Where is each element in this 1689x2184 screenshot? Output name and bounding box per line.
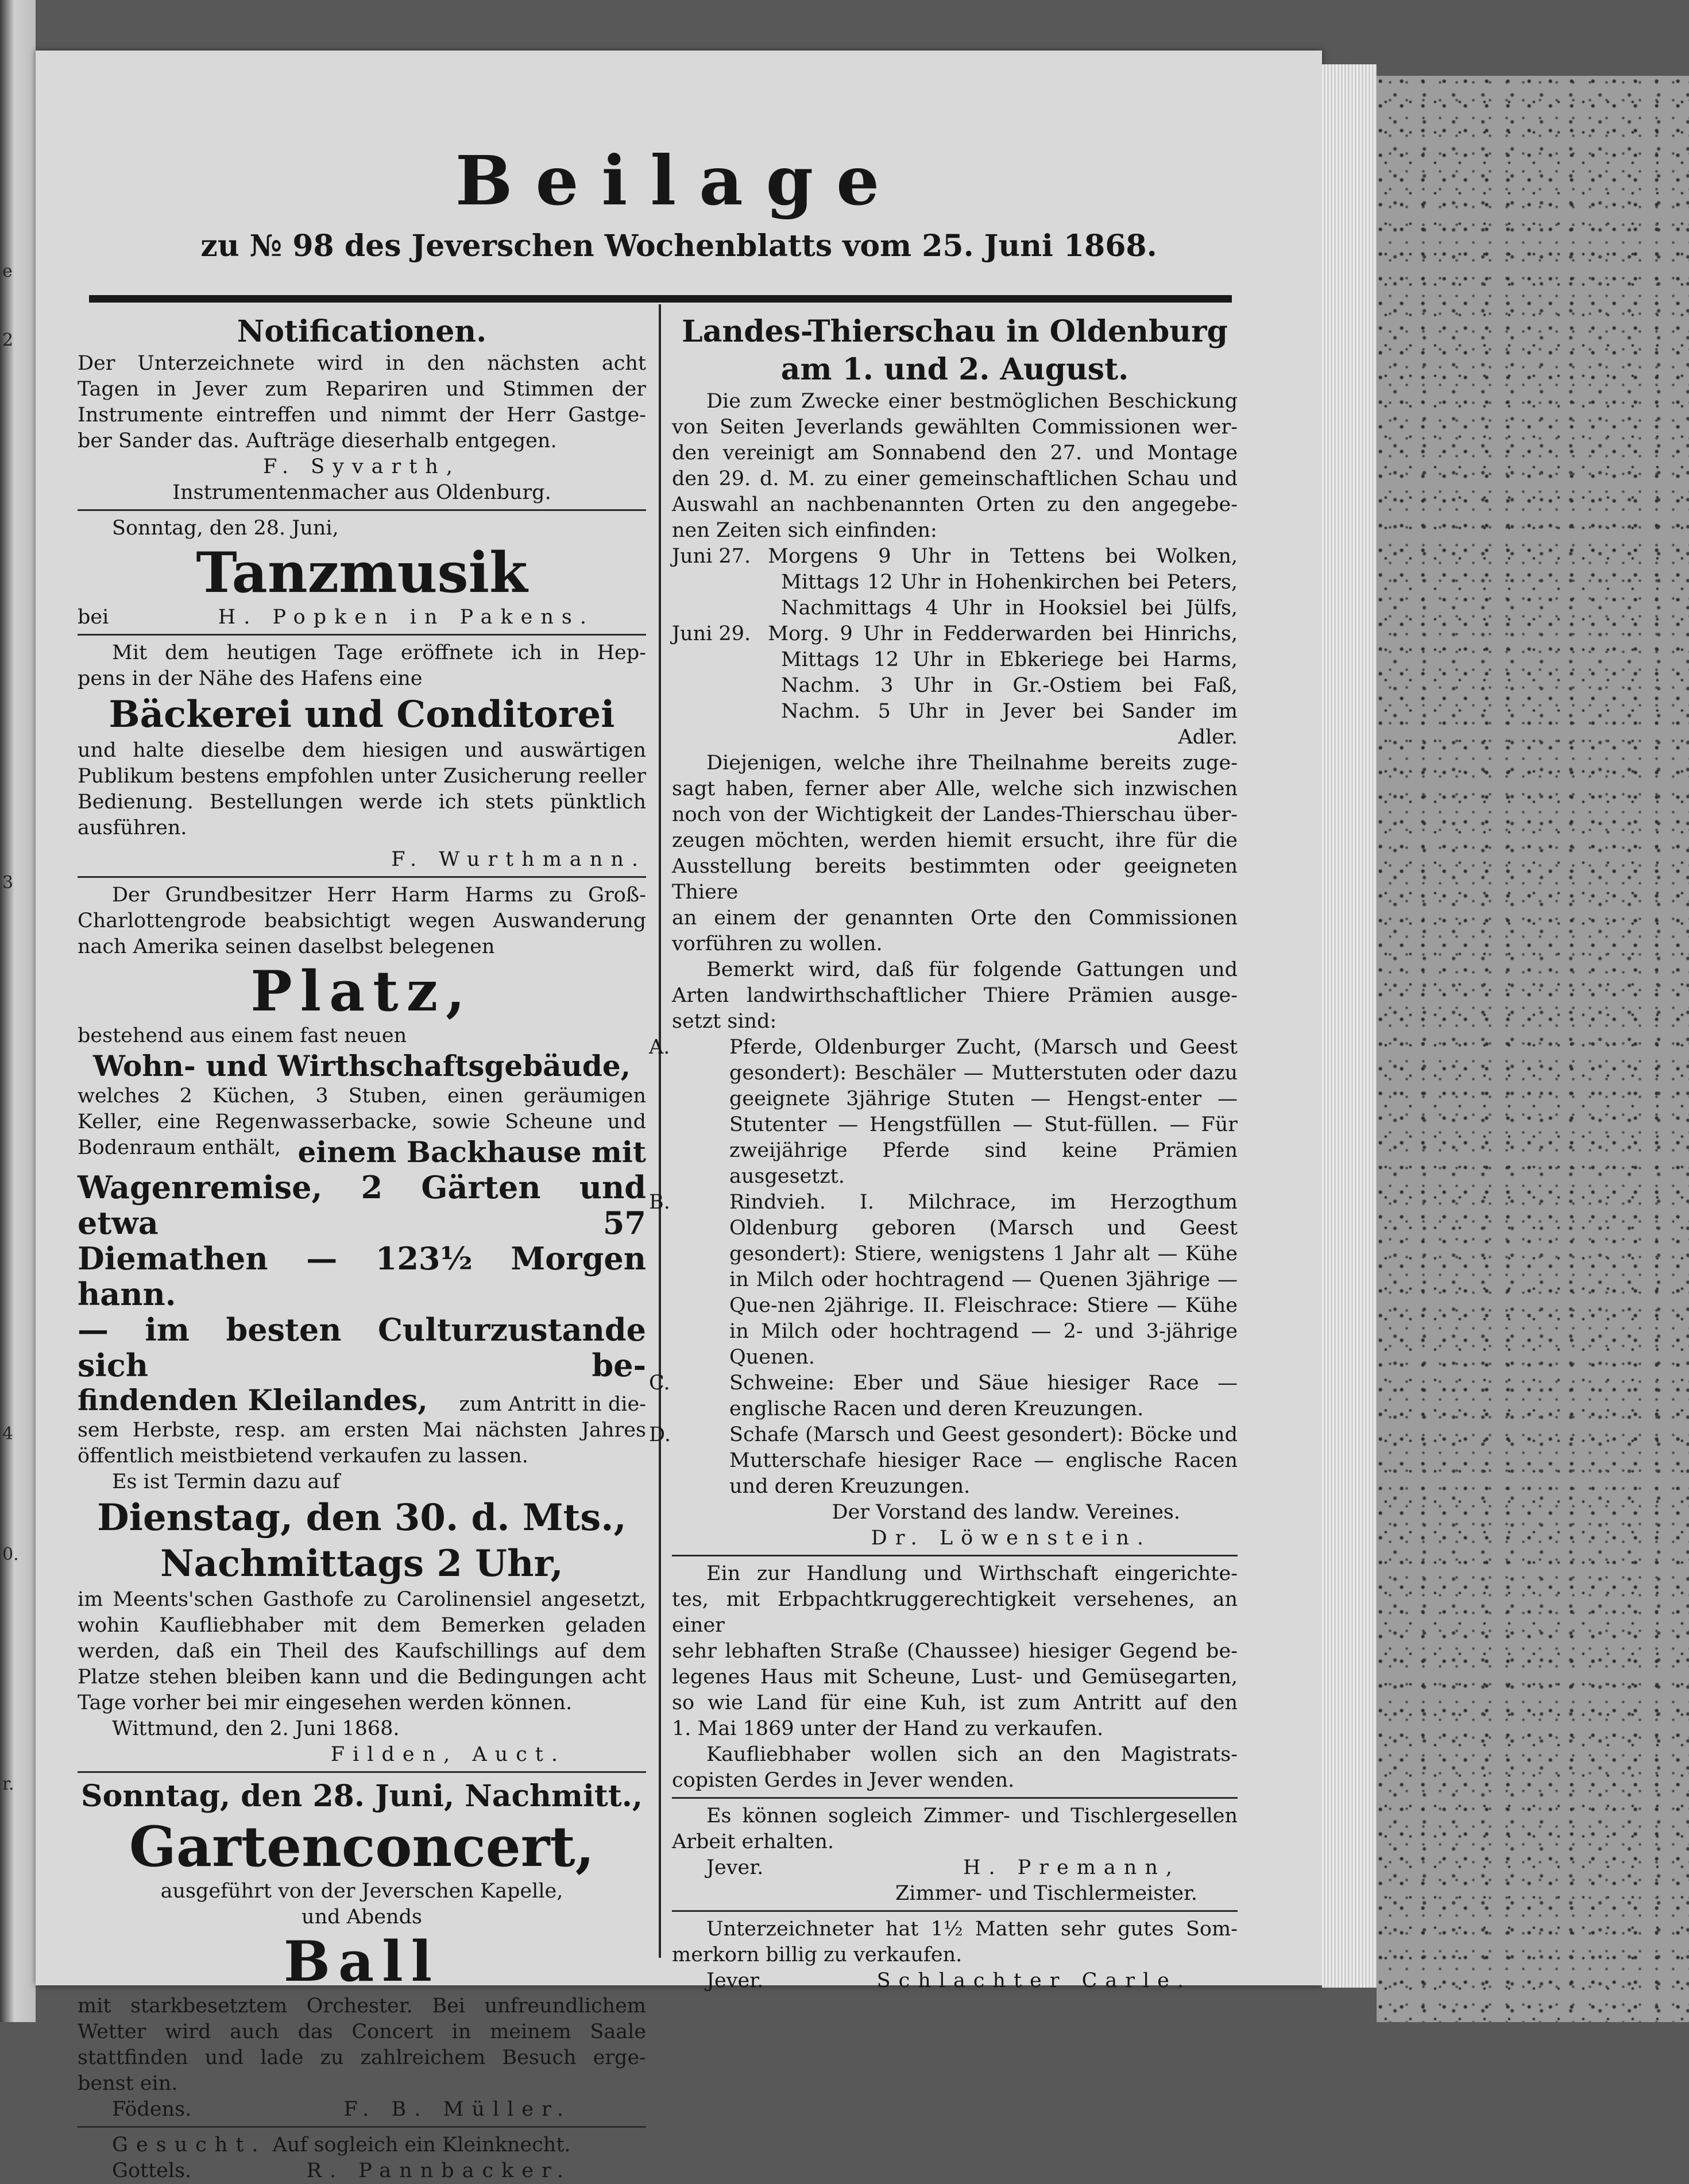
notice-line: werden, daß ein Theil des Kaufschillings auf dem xyxy=(78,1640,646,1663)
notice-place: Jever. xyxy=(706,1969,764,1992)
notice-line: öffentlich meistbietend verkaufen zu lassen. xyxy=(78,1445,528,1467)
notice-thierschau xyxy=(649,313,1238,1551)
schedule-row xyxy=(672,544,1238,570)
notice-signature: F. Syvarth, xyxy=(263,455,461,478)
notice-signature-row xyxy=(78,2158,646,2184)
notice-bold-line: — im besten Culturzustande sich be- xyxy=(78,1311,646,1384)
notice-line: Der Grundbesitzer Herr Harm Harms zu Groß- xyxy=(112,884,646,907)
premium-item-label: C. xyxy=(649,1372,670,1395)
margin-fragment: 0. xyxy=(2,1544,19,1565)
notice-tanzmusik xyxy=(78,516,646,630)
notice-heading: Bäckerei und Conditorei xyxy=(109,693,615,736)
notice-bold-text: findenden Kleilandes, xyxy=(78,1383,428,1417)
schedule-row xyxy=(672,621,1238,647)
schedule-text: Morgens 9 Uhr in Tettens bei Wolken, xyxy=(768,545,1238,568)
notice-signature-row xyxy=(672,1968,1238,1994)
notice-line: sagt haben, ferner aber Alle, welche sich inzwischen xyxy=(672,777,1238,800)
notice-line: den vereinigt am Sonnabend den 27. und Montage xyxy=(672,442,1238,464)
notice-line: bestehend aus einem fast neuen xyxy=(78,1024,407,1047)
supplement-subtitle: zu № 98 des Jeverschen Wochenblatts vom 25. Juni 1868. xyxy=(200,229,1157,264)
notice-heading: Landes-Thierschau in Oldenburg xyxy=(682,314,1228,349)
notice-line: sem Herbste, resp. am ersten Mai nächsten Jahres xyxy=(78,1419,646,1442)
notice-heading: Gartenconcert, xyxy=(129,1814,595,1879)
notice-line: Publikum bestens empfohlen unter Zusicherung reeller xyxy=(78,765,646,788)
notice-heading: Platz, xyxy=(250,959,473,1024)
notice-place: Jever. xyxy=(706,1856,764,1879)
notice-place-date: Wittmund, den 2. Juni 1868. xyxy=(112,1717,400,1740)
notice-line: Charlottengrode beabsichtigt wegen Auswanderung xyxy=(78,909,646,932)
premium-item xyxy=(649,1190,1238,1370)
notice-line: Keller, eine Regenwasserbacke, sowie Scheune und xyxy=(78,1110,646,1133)
notice-zimmer xyxy=(672,1803,1238,1907)
notice-line: Die zum Zwecke einer bestmöglichen Beschickung xyxy=(706,390,1238,413)
notice-bold-line: Diemathen — 123½ Morgen hann. xyxy=(78,1240,646,1312)
notice-place: Födens. xyxy=(112,2098,192,2121)
premium-item-text: Pferde, Oldenburger Zucht, (Marsch und Geest gesondert): Beschäler — Mutterstuten oder dazu geeignete 3jährige Stuten — Hengst-enter — Stutenter — Hengstfüllen — Stut-füllen. — Für zweijährige Pferde sind keine Prämien ausgesetzt. xyxy=(729,1036,1238,1188)
notice-line: ausführen. xyxy=(78,816,187,839)
notice-line: Unterzeichneter hat 1½ Matten sehr gutes Som- xyxy=(706,1918,1238,1941)
notice-line: legenes Haus mit Scheune, Lust- und Gemüsegarten, xyxy=(672,1666,1238,1689)
notice-line: an einem der genannten Orte den Commissionen xyxy=(672,907,1238,930)
notice-line: tes, mit Erbpachtkruggerechtigkeit versehenes, an einer xyxy=(672,1588,1238,1637)
notice-line: stattfinden und lade zu zahlreichem Besuch erge- xyxy=(78,2046,646,2069)
schedule-label: Juni 29. xyxy=(672,622,751,645)
masthead xyxy=(36,138,1322,266)
notice-line: den 29. d. M. zu einer gemeinschaftlichen Schau und xyxy=(672,467,1238,490)
notice-line: Arten landwirthschaftlicher Thiere Prämien ausge- xyxy=(672,984,1238,1007)
notice-label: Gesucht. xyxy=(112,2133,266,2156)
notice-line: Es ist Termin dazu auf xyxy=(112,1470,340,1493)
notice-line-row xyxy=(78,2132,646,2158)
left-column xyxy=(78,313,646,2184)
notice-line: Tagen in Jever zum Repariren und Stimmen der xyxy=(78,378,646,401)
notice-line: Tage vorher bei mir eingesehen werden können. xyxy=(78,1691,573,1714)
notice-line: nen Zeiten sich einfinden: xyxy=(672,519,937,542)
notice-signature-title: Instrumentenmacher aus Oldenburg. xyxy=(172,481,551,504)
notice-line: Diejenigen, welche ihre Theilnahme bereits zuge- xyxy=(706,752,1238,775)
notice-line: im Meents'schen Gasthofe zu Carolinensiel angesetzt, xyxy=(78,1588,646,1611)
margin-fragment: 2 xyxy=(2,330,14,350)
separator xyxy=(78,1771,646,1773)
notice-heading: Tanzmusik xyxy=(196,540,528,605)
notice-line: 1. Mai 1869 unter der Hand zu verkaufen. xyxy=(672,1717,1104,1740)
notice-line: mit starkbesetztem Orchester. Bei unfreundlichem xyxy=(78,1995,646,2018)
notice-line: pens in der Nähe des Hafens eine xyxy=(78,667,423,690)
notice-bold-line: Wagenremise, 2 Gärten und etwa 57 xyxy=(78,1169,646,1241)
supplement-title: Beilage xyxy=(455,141,903,220)
schedule-text: Mittags 12 Uhr in Ebkeriege bei Harms, xyxy=(781,648,1238,671)
notice-line: nach Amerika seinen daselbst belegenen xyxy=(78,935,495,958)
right-column xyxy=(649,313,1238,1994)
notice-text: Bodenraum enthält, xyxy=(78,1136,281,1159)
notice-line: Arbeit erhalten. xyxy=(672,1830,834,1853)
notice-line: Wetter wird auch das Concert in meinem Saale xyxy=(78,2020,646,2043)
speckled-book-cover xyxy=(1377,76,1689,2022)
margin-fragment: e xyxy=(2,261,13,281)
notice-signature: F. B. Müller. xyxy=(343,2098,571,2121)
notice-line: benst ein. xyxy=(78,2072,178,2095)
separator xyxy=(672,1797,1238,1799)
notice-line: und Abends xyxy=(302,1906,422,1929)
notice-line: Platze stehen bleiben kann und die Bedingungen acht xyxy=(78,1666,646,1689)
notice-line: Es können sogleich Zimmer- und Tischlergesellen xyxy=(706,1804,1238,1827)
separator xyxy=(78,876,646,878)
notice-heading: Ball xyxy=(283,1929,440,1994)
notice-signature-title: Zimmer- und Tischlermeister. xyxy=(895,1882,1197,1905)
notice-signature: R. Pannbacker. xyxy=(306,2159,571,2182)
notice-line: Auswahl an nachbenannten Orten zu den angegebe- xyxy=(672,493,1238,516)
notice-signature-row xyxy=(672,1855,1238,1881)
notice-text: bei xyxy=(78,606,109,629)
notice-mixed-line xyxy=(78,1135,646,1170)
notice-subheading: am 1. und 2. August. xyxy=(780,352,1129,387)
notice-bold-line: Wohn- und Wirthschaftsgebäude, xyxy=(92,1049,631,1083)
notice-signature: H. Popken in Pakens. xyxy=(218,606,594,629)
schedule-text: Nachm. 5 Uhr in Jever bei Sander im xyxy=(781,700,1238,723)
notice-signature: Dr. Löwenstein. xyxy=(871,1527,1151,1550)
notice-haus xyxy=(672,1561,1238,1794)
premium-item-text: Rindvieh. I. Milchrace, im Herzogthum Oldenburg geboren (Marsch und Geest gesondert): Stiere, wenigstens 1 Jahr alt — Kühe in Milch oder hochtragend — Quenen 3jährige — Que-nen 2jährige. II. Fleischrace: Stiere — Kühe in Milch oder hochtragend — 2- und 3-jährige Quenen. xyxy=(729,1191,1238,1369)
notice-line: Bemerkt wird, daß für folgende Gattungen und xyxy=(706,958,1238,981)
notice-line: Der Unterzeichnete wird in den nächsten acht xyxy=(78,352,646,375)
premium-item xyxy=(649,1035,1238,1190)
schedule-text: Nachmittags 4 Uhr in Hooksiel bei Jülfs, xyxy=(781,597,1238,619)
notice-line: Bedienung. Bestellungen werde ich stets pünktlich xyxy=(78,791,646,814)
notice-place: Gottels. xyxy=(112,2159,192,2182)
separator xyxy=(672,1555,1238,1556)
notice-time-bold: Nachmittags 2 Uhr, xyxy=(160,1542,563,1585)
notice-line: ber Sander das. Aufträge dieserhalb entgegen. xyxy=(78,429,557,452)
notice-signature-row xyxy=(78,2097,646,2123)
notice-date: Sonntag, den 28. Juni, xyxy=(112,517,339,540)
notice-line: von Seiten Jeverlands gewählten Commissionen wer- xyxy=(672,416,1238,439)
notice-notifications xyxy=(78,313,646,506)
notice-heading: Notificationen. xyxy=(237,314,487,349)
notice-line: ausgeführt von der Jeverschen Kapelle, xyxy=(160,1880,563,1903)
notice-line: Mit dem heutigen Tage eröffnete ich in Hep- xyxy=(112,641,646,664)
column-divider xyxy=(659,304,661,1958)
notice-line: Kaufliebhaber wollen sich an den Magistrats- xyxy=(706,1743,1238,1766)
schedule-text: Mittags 12 Uhr in Hohenkirchen bei Peters, xyxy=(781,571,1238,594)
premium-item xyxy=(649,1370,1238,1422)
notice-text: zum Antritt in die- xyxy=(459,1393,646,1416)
margin-fragment: 4 xyxy=(2,1424,14,1444)
page-edge-stack xyxy=(1322,64,1377,1988)
notice-line: sehr lebhaften Straße (Chaussee) hiesiger Gegend be- xyxy=(672,1640,1238,1663)
notice-sommerkorn xyxy=(672,1916,1238,1994)
notice-host-row xyxy=(78,605,646,630)
schedule-text: Morg. 9 Uhr in Fedderwarden bei Hinrichs, xyxy=(768,622,1238,645)
notice-line: und halte dieselbe dem hiesigen und auswärtigen xyxy=(78,739,646,762)
premium-item-label: B. xyxy=(649,1191,670,1214)
margin-fragment: 3 xyxy=(2,873,14,893)
notice-line: welches 2 Küchen, 3 Stuben, einen geräumigen xyxy=(78,1085,646,1108)
notice-line: wohin Kaufliebhaber mit dem Bemerken geladen xyxy=(78,1614,646,1637)
notice-line: setzt sind: xyxy=(672,1010,777,1033)
notice-line: so wie Land für eine Kuh, ist zum Antritt auf den xyxy=(672,1691,1238,1714)
premium-item-label: A. xyxy=(649,1036,670,1059)
notice-line: noch von der Wichtigkeit der Landes-Thierschau über- xyxy=(672,803,1238,826)
notice-bold-text: einem Backhause mit xyxy=(297,1135,646,1169)
notice-platz xyxy=(78,882,646,1768)
notice-gesucht xyxy=(78,2132,646,2184)
notice-signature: H. Premann, xyxy=(963,1856,1180,1879)
notice-line: Ein zur Handlung und Wirthschaft eingerichte- xyxy=(706,1562,1238,1585)
notice-signature: Filden, Auct. xyxy=(330,1743,566,1766)
separator xyxy=(78,509,646,511)
premium-item-label: D. xyxy=(649,1423,671,1446)
separator xyxy=(78,2126,646,2128)
notice-line: vorführen zu wollen. xyxy=(672,932,883,955)
separator xyxy=(78,634,646,636)
notice-date: Sonntag, den 28. Juni, Nachmitt., xyxy=(81,1779,643,1814)
notice-line: Ausstellung bereits bestimmten oder geeigneten Thiere xyxy=(672,855,1238,904)
header-rule xyxy=(89,295,1232,303)
premium-item-text: Schafe (Marsch und Geest gesondert): Böcke und Mutterschafe hiesiger Race — englische Racen und deren Kreuzungen. xyxy=(729,1423,1238,1498)
notice-signature: F. Wurthmann. xyxy=(391,848,646,871)
notice-line: copisten Gerdes in Jever wenden. xyxy=(672,1769,1015,1792)
notice-line: Instrumente eintreffen und nimmt der Herr Gastge- xyxy=(78,404,646,427)
left-page-edge xyxy=(0,0,36,2022)
notice-line: zeugen möchten, werden hiemit ersucht, ihre für die xyxy=(672,829,1238,852)
notice-date-bold: Dienstag, den 30. d. Mts., xyxy=(97,1496,627,1539)
schedule-label: Juni 27. xyxy=(672,545,751,568)
notice-mixed-line xyxy=(78,1383,646,1418)
notice-line: merkorn billig zu verkaufen. xyxy=(672,1943,963,1966)
separator xyxy=(672,1910,1238,1912)
notice-gartenconcert xyxy=(78,1778,646,2123)
notice-signature-title: Der Vorstand des landw. Vereines. xyxy=(832,1501,1180,1524)
premium-item-text: Schweine: Eber und Säue hiesiger Race — englische Racen und deren Kreuzungen. xyxy=(729,1372,1238,1420)
margin-fragment: r. xyxy=(2,1774,14,1794)
notice-signature: Schlachter Carle. xyxy=(876,1969,1192,1992)
schedule-text: Nachm. 3 Uhr in Gr.-Ostiem bei Faß, xyxy=(781,674,1238,697)
premium-item xyxy=(649,1422,1238,1500)
schedule-text: Adler. xyxy=(1178,726,1238,749)
notice-text: Auf sogleich ein Kleinknecht. xyxy=(272,2133,571,2156)
notice-baeckerei xyxy=(78,640,646,873)
